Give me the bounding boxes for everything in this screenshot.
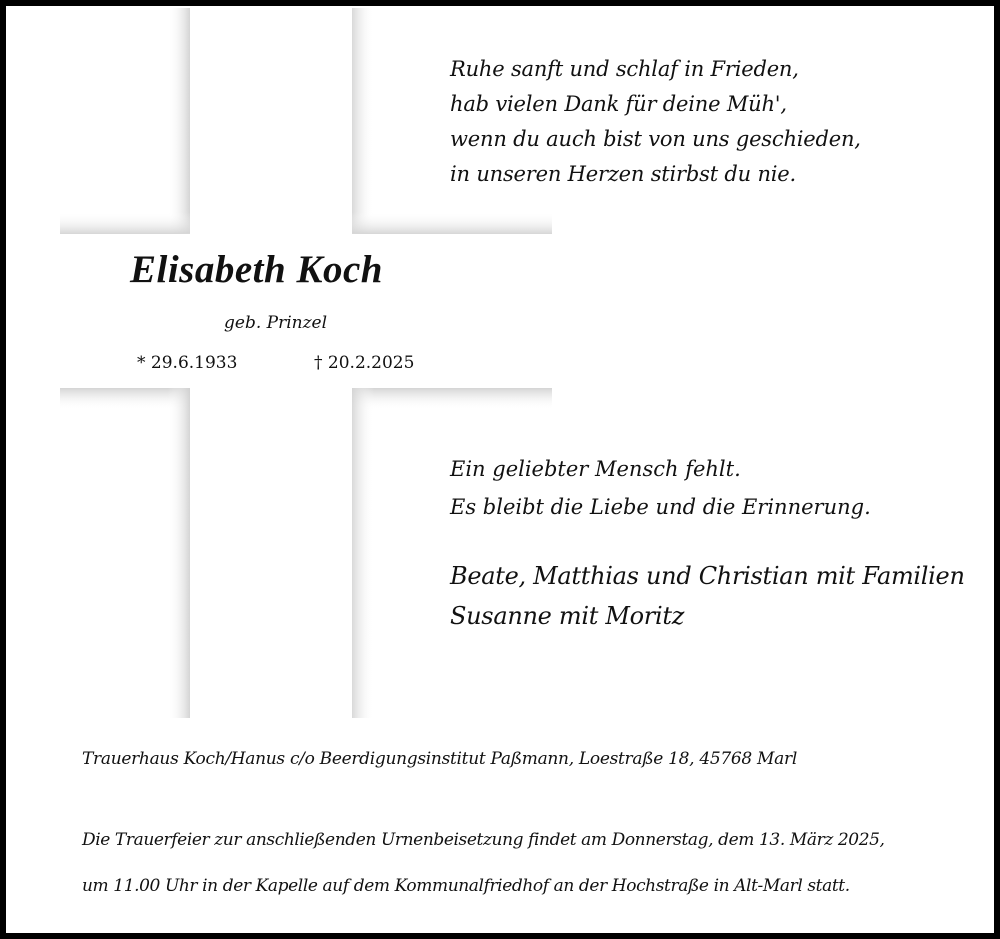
service-line: Die Trauerfeier zur anschließenden Urnenbeisetzung findet am Donnerstag, dem 13. März 2025, — [82, 830, 885, 850]
funeral-service-info — [82, 817, 885, 909]
verse-poem — [450, 52, 861, 192]
verse-line: in unseren Herzen stirbst du nie. — [450, 162, 797, 186]
birth-date: * 29.6.1933 — [137, 353, 238, 373]
memorial-quote — [450, 450, 871, 526]
verse-line: Ruhe sanft und schlaf in Frieden, — [450, 57, 799, 81]
maiden-name: geb. Prinzel — [224, 313, 328, 333]
mourning-house-address: Trauerhaus Koch/Hanus c/o Beerdigungsinstitut Paßmann, Loestraße 18, 45768 Marl — [82, 749, 797, 769]
verse-line: hab vielen Dank für deine Müh', — [450, 92, 787, 116]
mourners-list — [450, 556, 965, 636]
verse-line: wenn du auch bist von uns geschieden, — [450, 127, 861, 151]
death-date: † 20.2.2025 — [314, 353, 415, 373]
quote-line: Ein geliebter Mensch fehlt. — [450, 457, 741, 481]
service-line: um 11.00 Uhr in der Kapelle auf dem Kommunalfriedhof an der Hochstraße in Alt-Marl statt. — [82, 876, 850, 896]
mourners-line: Susanne mit Moritz — [450, 602, 685, 630]
deceased-name: Elisabeth Koch — [130, 248, 383, 291]
mourners-line: Beate, Matthias und Christian mit Familien — [450, 562, 965, 590]
quote-line: Es bleibt die Liebe und die Erinnerung. — [450, 495, 871, 519]
